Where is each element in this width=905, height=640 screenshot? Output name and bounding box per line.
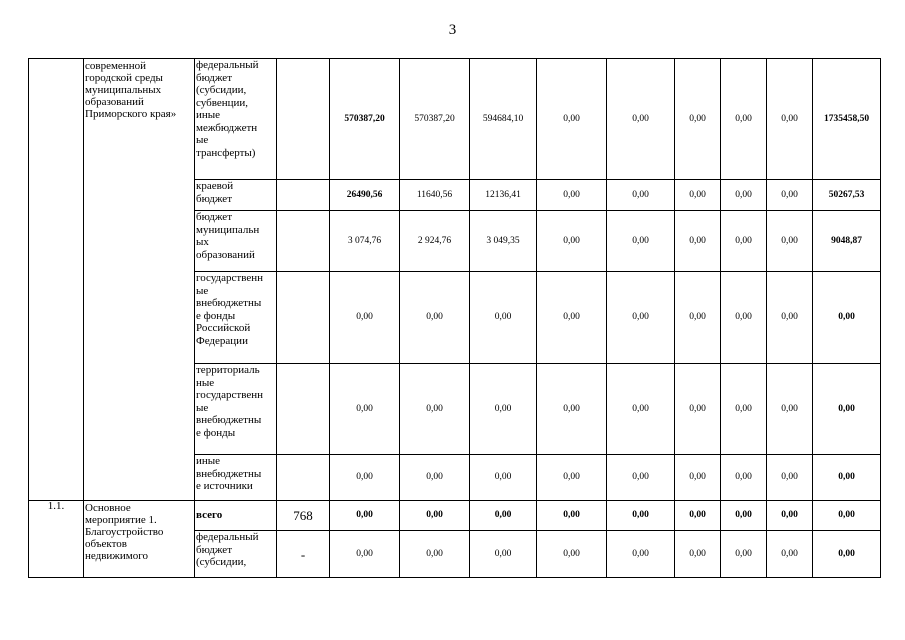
value-cell: 0,00 [767, 531, 813, 578]
row-number-cell: 1.1. [29, 501, 84, 578]
value-cell: 0,00 [470, 455, 537, 501]
funding-source-cell: иные внебюджетны е источники [195, 455, 277, 501]
row-number-cell [29, 59, 84, 501]
value-cell: 0,00 [400, 455, 470, 501]
value-cell: 0,00 [400, 364, 470, 455]
funding-source-cell: федеральный бюджет (субсидии, [195, 531, 277, 578]
value-cell: 0,00 [721, 455, 767, 501]
funding-source-cell: всего [195, 501, 277, 531]
page-number: 3 [448, 22, 457, 38]
value-cell: 0,00 [537, 180, 607, 211]
total-cell: 0,00 [813, 455, 881, 501]
table-row [29, 501, 881, 531]
activity-name-cell: современной городской среды муниципальных образований Приморского края» [84, 59, 195, 501]
total-cell: 0,00 [813, 272, 881, 364]
total-cell: 50267,53 [813, 180, 881, 211]
value-cell: 0,00 [607, 455, 675, 501]
code-cell [277, 272, 330, 364]
value-cell: 0,00 [470, 364, 537, 455]
table-row [29, 59, 881, 180]
code-cell: 768 [277, 501, 330, 531]
funding-source-cell: краевой бюджет [195, 180, 277, 211]
value-cell: 594684,10 [470, 59, 537, 180]
value-cell: 0,00 [400, 272, 470, 364]
budget-table [28, 58, 881, 578]
value-cell: 0,00 [675, 180, 721, 211]
value-cell: 0,00 [675, 272, 721, 364]
value-cell: 0,00 [607, 272, 675, 364]
value-cell: 0,00 [607, 211, 675, 272]
value-cell: 0,00 [675, 211, 721, 272]
funding-source-cell: территориаль ные государственн ые внебюджетны е фонды [195, 364, 277, 455]
value-cell: 0,00 [537, 531, 607, 578]
value-cell: 3 074,76 [330, 211, 400, 272]
value-cell: 0,00 [537, 59, 607, 180]
funding-source-cell: государственн ые внебюджетны е фонды Российской Федерации [195, 272, 277, 364]
value-cell: 0,00 [721, 364, 767, 455]
value-cell: 0,00 [607, 501, 675, 531]
value-cell: 0,00 [721, 211, 767, 272]
code-cell [277, 364, 330, 455]
value-cell: 0,00 [721, 501, 767, 531]
total-cell: 0,00 [813, 531, 881, 578]
value-cell: 0,00 [537, 211, 607, 272]
code-cell [277, 455, 330, 501]
value-cell: 0,00 [330, 272, 400, 364]
value-cell: 0,00 [607, 531, 675, 578]
value-cell: 26490,56 [330, 180, 400, 211]
total-cell: 0,00 [813, 364, 881, 455]
total-cell: 9048,87 [813, 211, 881, 272]
code-cell [277, 59, 330, 180]
value-cell: 0,00 [767, 180, 813, 211]
value-cell: 0,00 [607, 364, 675, 455]
value-cell: 0,00 [721, 531, 767, 578]
value-cell: 0,00 [675, 59, 721, 180]
value-cell: 0,00 [767, 501, 813, 531]
value-cell: 0,00 [537, 364, 607, 455]
funding-source-cell: бюджет муниципальн ых образований [195, 211, 277, 272]
value-cell: 11640,56 [400, 180, 470, 211]
value-cell: 0,00 [400, 531, 470, 578]
total-cell: 0,00 [813, 501, 881, 531]
value-cell: 0,00 [675, 501, 721, 531]
value-cell: 0,00 [470, 272, 537, 364]
value-cell: 3 049,35 [470, 211, 537, 272]
value-cell: 0,00 [675, 364, 721, 455]
value-cell: 0,00 [675, 455, 721, 501]
value-cell: 0,00 [767, 211, 813, 272]
value-cell: 0,00 [330, 364, 400, 455]
value-cell: 0,00 [767, 272, 813, 364]
code-cell: - [277, 531, 330, 578]
value-cell: 12136,41 [470, 180, 537, 211]
value-cell: 0,00 [607, 180, 675, 211]
value-cell: 0,00 [607, 59, 675, 180]
value-cell: 0,00 [330, 501, 400, 531]
code-cell [277, 211, 330, 272]
total-cell: 1735458,50 [813, 59, 881, 180]
value-cell: 0,00 [470, 531, 537, 578]
value-cell: 570387,20 [400, 59, 470, 180]
value-cell: 0,00 [767, 455, 813, 501]
value-cell: 0,00 [537, 455, 607, 501]
value-cell: 0,00 [470, 501, 537, 531]
activity-name-cell: Основное мероприятие 1. Благоустройство объектов недвижимого [84, 501, 195, 578]
value-cell: 0,00 [537, 501, 607, 531]
value-cell: 0,00 [721, 180, 767, 211]
value-cell: 0,00 [330, 455, 400, 501]
value-cell: 0,00 [767, 364, 813, 455]
value-cell: 0,00 [400, 501, 470, 531]
funding-source-cell: федеральный бюджет (субсидии, субвенции, иные межбюджетн ые трансферты) [195, 59, 277, 180]
value-cell: 2 924,76 [400, 211, 470, 272]
value-cell: 570387,20 [330, 59, 400, 180]
value-cell: 0,00 [330, 531, 400, 578]
value-cell: 0,00 [721, 59, 767, 180]
value-cell: 0,00 [675, 531, 721, 578]
value-cell: 0,00 [537, 272, 607, 364]
value-cell: 0,00 [767, 59, 813, 180]
code-cell [277, 180, 330, 211]
value-cell: 0,00 [721, 272, 767, 364]
